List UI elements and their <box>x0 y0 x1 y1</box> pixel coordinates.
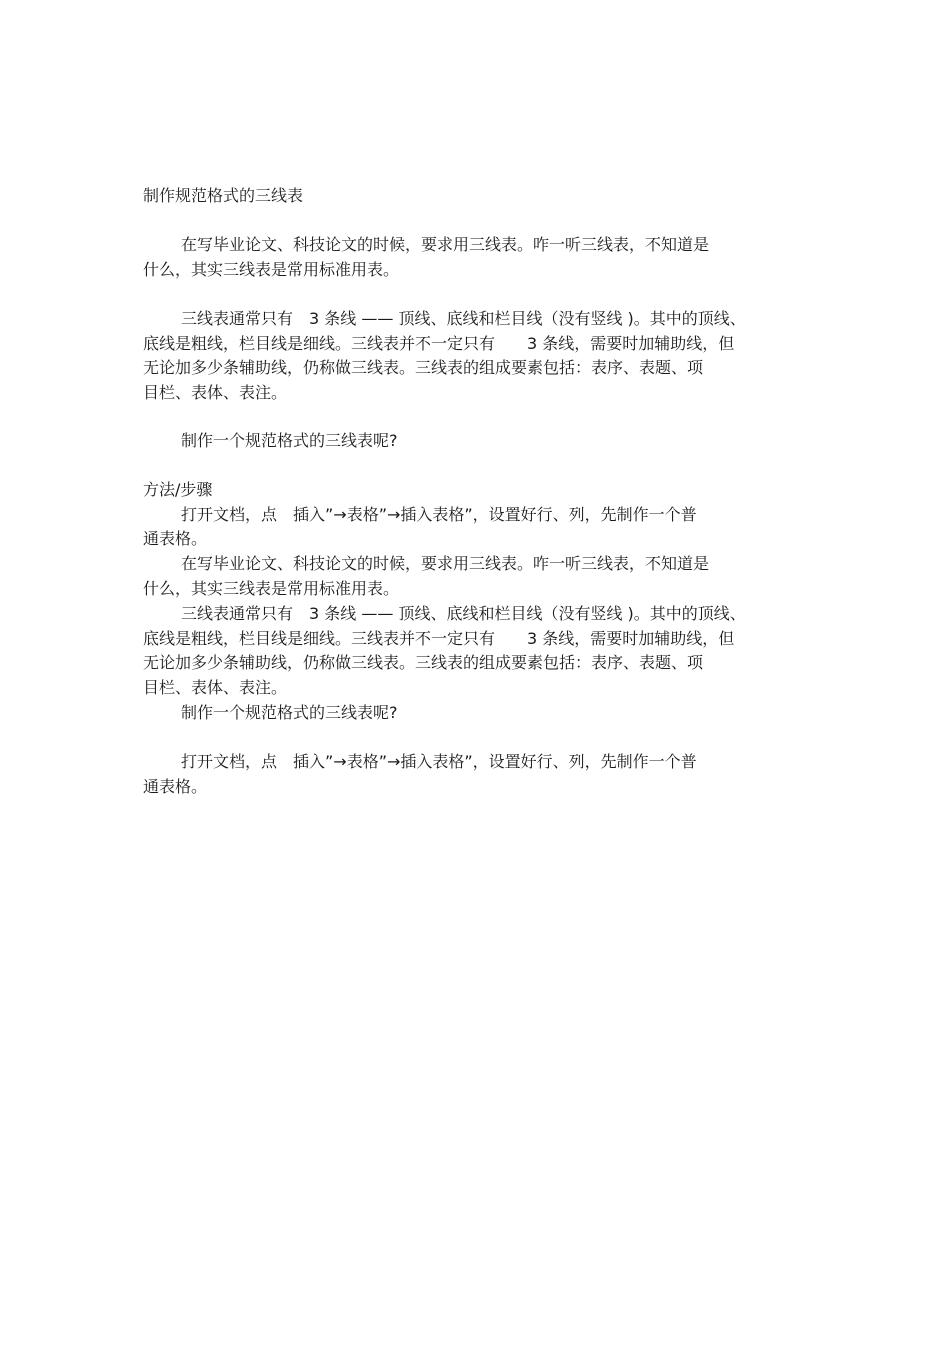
method-heading: 方法/步骤 <box>143 480 213 499</box>
step-2-line-2: 通表格。 <box>143 777 208 796</box>
step-2-line-1: 打开文档，点 插入”→表格”→插入表格”，设置好行、列，先制作一个普 <box>181 752 697 771</box>
question-line-2: 制作一个规范格式的三线表呢? <box>181 703 398 722</box>
repeat-intro-2-line-1: 三线表通常只有 3 条线 —— 顶线、底线和栏目线（没有竖线 )。其中的顶线、 <box>181 604 746 623</box>
step-1-line-2: 通表格。 <box>143 529 208 548</box>
repeat-intro-2-line-2: 底线是粗线，栏目线是细线。三线表并不一定只有 3 条线，需要时加辅助线，但 <box>143 629 735 648</box>
intro-paragraph-2-line-3: 无论加多少条辅助线，仍称做三线表。三线表的组成要素包括：表序、表题、项 <box>143 358 704 377</box>
intro-paragraph-2-line-4: 目栏、表体、表注。 <box>143 383 288 402</box>
step-1-line-1: 打开文档，点 插入”→表格”→插入表格”，设置好行、列，先制作一个普 <box>181 505 697 524</box>
intro-paragraph-2-line-2: 底线是粗线，栏目线是细线。三线表并不一定只有 3 条线，需要时加辅助线，但 <box>143 334 735 353</box>
repeat-intro-2-line-4: 目栏、表体、表注。 <box>143 678 288 697</box>
intro-paragraph-1-line-1: 在写毕业论文、科技论文的时候，要求用三线表。咋一听三线表，不知道是 <box>181 235 710 254</box>
repeat-intro-2-line-3: 无论加多少条辅助线，仍称做三线表。三线表的组成要素包括：表序、表题、项 <box>143 653 704 672</box>
intro-paragraph-2-line-1: 三线表通常只有 3 条线 —— 顶线、底线和栏目线（没有竖线 )。其中的顶线、 <box>181 309 746 328</box>
question-line-1: 制作一个规范格式的三线表呢? <box>181 431 398 450</box>
intro-paragraph-1-line-2: 什么，其实三线表是常用标准用表。 <box>143 260 400 279</box>
repeat-intro-1-line-1: 在写毕业论文、科技论文的时候，要求用三线表。咋一听三线表，不知道是 <box>181 554 710 573</box>
document-title: 制作规范格式的三线表 <box>143 186 304 205</box>
repeat-intro-1-line-2: 什么，其实三线表是常用标准用表。 <box>143 579 400 598</box>
